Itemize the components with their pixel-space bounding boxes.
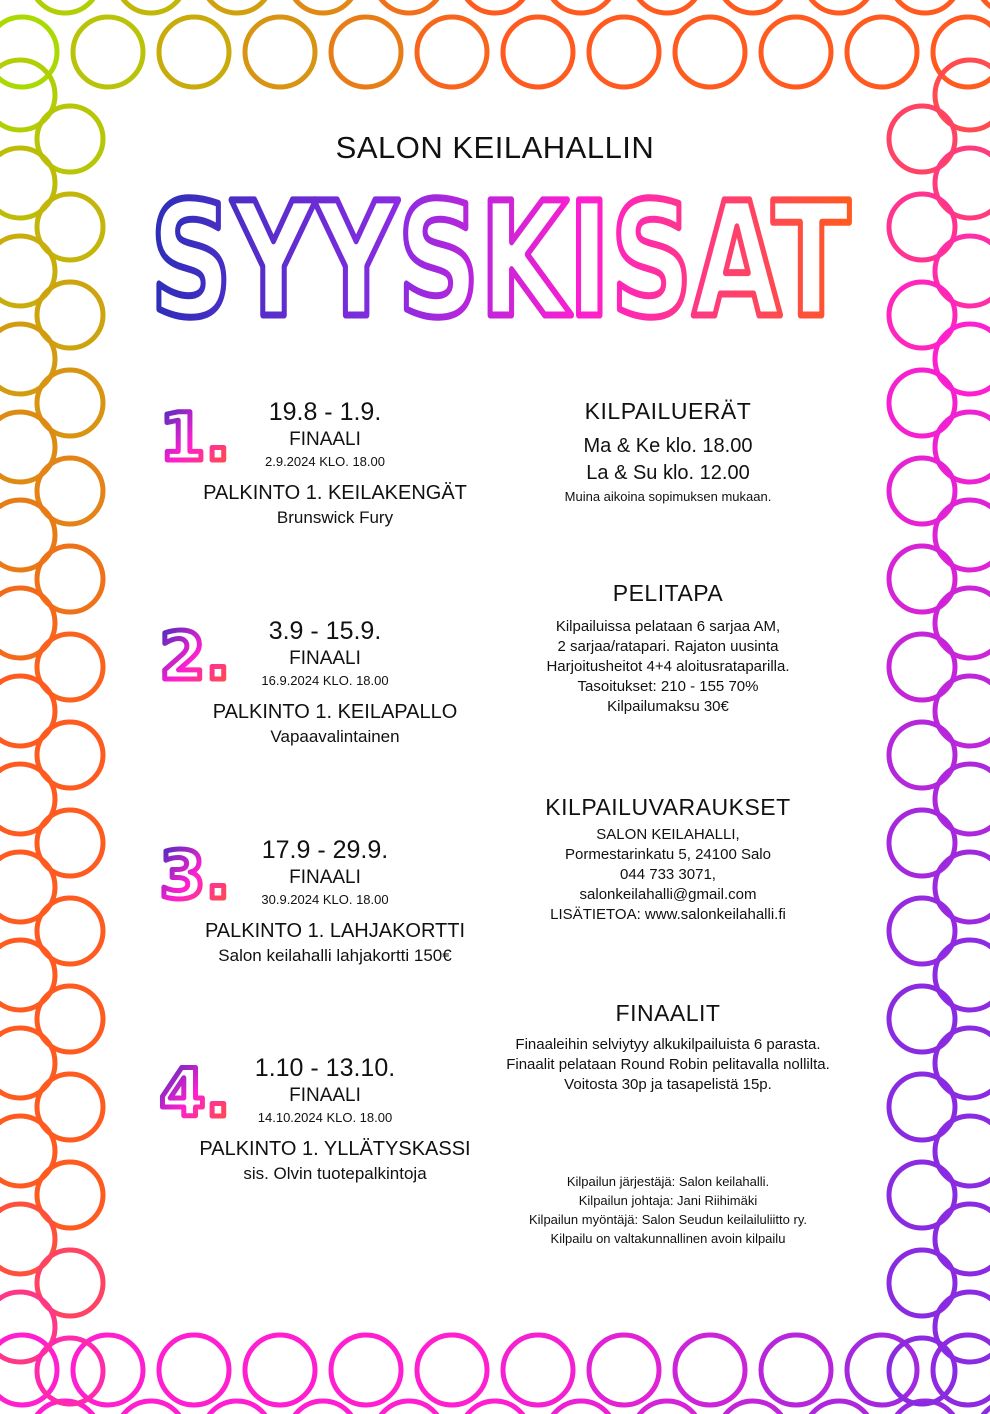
- ring-decoration: [718, 1401, 788, 1414]
- round-dates: 1.10 - 13.10.: [254, 1054, 396, 1082]
- ring-decoration: [288, 0, 358, 13]
- ring-decoration: [546, 0, 616, 13]
- ring-decoration: [761, 17, 831, 87]
- ring-decoration: [245, 17, 315, 87]
- ring-decoration: [935, 236, 990, 306]
- round-final-label: FINAALI: [289, 648, 361, 669]
- section-title: PELITAPA: [612, 580, 724, 606]
- svg-text:1.: 1.: [159, 399, 231, 476]
- round-final-date: 14.10.2024 KLO. 18.00: [257, 1110, 393, 1125]
- organizer-line: Kilpailun myöntäjä: Salon Seudun keilailuliitto ry.: [529, 1212, 807, 1227]
- round-2: [155, 617, 515, 757]
- headline-text: SYYSKISAT: [150, 170, 850, 345]
- ring-decoration: [331, 17, 401, 87]
- ring-decoration: [890, 0, 960, 13]
- ring-decoration: [159, 17, 229, 87]
- round-prize: PALKINTO 1. YLLÄTYSKASSI: [199, 1138, 471, 1160]
- ring-decoration: [935, 940, 990, 1010]
- ring-decoration: [0, 1292, 55, 1362]
- ring-decoration: [935, 500, 990, 570]
- round-4-info: [225, 1054, 425, 1125]
- ring-decoration: [935, 412, 990, 482]
- svg-text:3.: 3.: [159, 837, 231, 914]
- ring-decoration: [935, 1028, 990, 1098]
- ring-decoration: [503, 1335, 573, 1405]
- round-prize-detail: Brunswick Fury: [276, 508, 394, 527]
- ring-decoration: [847, 1335, 917, 1405]
- ring-decoration: [589, 1335, 659, 1405]
- ring-decoration: [374, 1401, 444, 1414]
- organizer-info: [468, 1172, 868, 1248]
- ring-decoration: [417, 17, 487, 87]
- ring-decoration: [675, 1335, 745, 1405]
- section-title: FINAALIT: [615, 1000, 721, 1026]
- ring-decoration: [460, 1401, 530, 1414]
- ring-decoration: [0, 1028, 55, 1098]
- ring-decoration: [37, 1338, 103, 1404]
- rule-line: 2 sarjaa/ratapari. Rajaton uusinta: [557, 638, 779, 655]
- ring-decoration: [0, 588, 55, 658]
- ring-decoration: [159, 1335, 229, 1405]
- ring-decoration: [0, 676, 55, 746]
- ring-decoration: [935, 852, 990, 922]
- ring-decoration: [935, 676, 990, 746]
- round-3-info: [225, 836, 425, 907]
- schedule-note: Muina aikoina sopimuksen mukaan.: [564, 489, 772, 504]
- contact-website: LISÄTIETOA: www.salonkeilahalli.fi: [550, 906, 786, 923]
- ring-decoration: [503, 17, 573, 87]
- ring-decoration: [804, 1401, 874, 1414]
- ring-decoration: [935, 324, 990, 394]
- round-final-label: FINAALI: [289, 429, 361, 450]
- round-prize-detail: Vapaavalintainen: [270, 727, 400, 746]
- ring-decoration: [73, 1335, 143, 1405]
- round-2-number: [155, 617, 235, 697]
- svg-text:4.: 4.: [159, 1055, 231, 1132]
- ring-decoration: [546, 1401, 616, 1414]
- ring-decoration: [0, 324, 55, 394]
- ring-decoration: [935, 60, 990, 130]
- ring-decoration: [0, 1116, 55, 1186]
- ring-decoration: [718, 0, 788, 13]
- section-title: KILPAILUVARAUKSET: [545, 794, 791, 820]
- ring-decoration: [374, 0, 444, 13]
- poster-subtitle: SALON KEILAHALLIN: [335, 130, 655, 165]
- rule-line: Kilpailuissa pelataan 6 sarjaa AM,: [555, 618, 781, 635]
- ring-decoration: [0, 1204, 55, 1274]
- ring-decoration: [116, 0, 186, 13]
- rule-line: Tasoitukset: 210 - 155 70%: [577, 678, 759, 695]
- round-final-label: FINAALI: [289, 1085, 361, 1106]
- ring-decoration: [804, 0, 874, 13]
- ring-decoration: [935, 588, 990, 658]
- round-1: [155, 398, 515, 538]
- poster-headline: [140, 170, 860, 345]
- round-final-date: 2.9.2024 KLO. 18.00: [265, 454, 385, 469]
- ring-decoration: [0, 764, 55, 834]
- ring-decoration: [0, 236, 55, 306]
- contact-address: Pormestarinkatu 5, 24100 Salo: [565, 846, 771, 863]
- ring-decoration: [589, 17, 659, 87]
- ring-decoration: [417, 1335, 487, 1405]
- ring-decoration: [0, 940, 55, 1010]
- contact-phone: 044 733 3071,: [620, 866, 716, 883]
- final-rule-line: Voitosta 30p ja tasapelistä 15p.: [564, 1076, 772, 1093]
- section-kilpailuerat: [468, 398, 868, 507]
- ring-decoration: [0, 852, 55, 922]
- ring-decoration: [632, 0, 702, 13]
- round-3: [155, 836, 515, 976]
- round-prize: PALKINTO 1. KEILAKENGÄT: [203, 482, 467, 504]
- ring-decoration: [30, 0, 100, 13]
- section-kilpailuvaraukset: [468, 794, 868, 925]
- round-4-number: [155, 1054, 235, 1134]
- contact-name: SALON KEILAHALLI,: [596, 826, 740, 843]
- section-title: KILPAILUERÄT: [584, 398, 752, 424]
- ring-decoration: [288, 1401, 358, 1414]
- round-prize: PALKINTO 1. KEILAPALLO: [212, 701, 458, 723]
- ring-decoration: [245, 1335, 315, 1405]
- ring-decoration: [761, 1335, 831, 1405]
- ring-decoration: [976, 0, 990, 13]
- contact-email: salonkeilahalli@gmail.com: [579, 886, 757, 903]
- ring-decoration: [73, 17, 143, 87]
- round-2-info: [225, 617, 425, 688]
- round-4: [155, 1054, 515, 1194]
- ring-decoration: [0, 500, 55, 570]
- round-1-info: [225, 398, 425, 469]
- ring-decoration: [202, 1401, 272, 1414]
- ring-decoration: [935, 1292, 990, 1362]
- schedule-weekend: La & Su klo. 12.00: [586, 462, 750, 484]
- ring-decoration: [847, 17, 917, 87]
- ring-decoration: [935, 764, 990, 834]
- round-dates: 19.8 - 1.9.: [268, 398, 382, 426]
- schedule-weekday: Ma & Ke klo. 18.00: [583, 435, 753, 457]
- round-3-number: [155, 836, 235, 916]
- ring-decoration: [116, 1401, 186, 1414]
- ring-decoration: [331, 1335, 401, 1405]
- ring-decoration: [935, 1116, 990, 1186]
- svg-text:2.: 2.: [159, 618, 231, 695]
- ring-decoration: [0, 412, 55, 482]
- ring-decoration: [889, 1338, 955, 1404]
- round-prize-detail: Salon keilahalli lahjakortti 150€: [218, 946, 452, 965]
- round-dates: 3.9 - 15.9.: [268, 617, 382, 645]
- ring-decoration: [0, 60, 55, 130]
- ring-decoration: [675, 17, 745, 87]
- organizer-line: Kilpailun järjestäjä: Salon keilahalli.: [566, 1174, 770, 1189]
- section-finaalit: [468, 1000, 868, 1095]
- round-1-number: [155, 398, 235, 478]
- rule-line: Harjoitusheitot 4+4 aloitusrataparilla.: [546, 658, 790, 675]
- round-prize-detail: sis. Olvin tuotepalkintoja: [243, 1164, 427, 1183]
- round-dates: 17.9 - 29.9.: [261, 836, 389, 864]
- ring-decoration: [202, 0, 272, 13]
- organizer-line: Kilpailun johtaja: Jani Riihimäki: [578, 1193, 758, 1208]
- round-final-label: FINAALI: [289, 867, 361, 888]
- organizer-line: Kilpailu on valtakunnallinen avoin kilpailu: [550, 1231, 786, 1246]
- final-rule-line: Finaaleihin selviytyy alkukilpailuista 6 parasta.: [515, 1036, 821, 1053]
- final-rule-line: Finaalit pelataan Round Robin pelitavalla nollilta.: [506, 1056, 830, 1073]
- round-final-date: 30.9.2024 KLO. 18.00: [261, 892, 389, 907]
- rule-line: Kilpailumaksu 30€: [607, 698, 729, 715]
- ring-decoration: [632, 1401, 702, 1414]
- ring-decoration: [935, 1204, 990, 1274]
- ring-decoration: [460, 0, 530, 13]
- round-final-date: 16.9.2024 KLO. 18.00: [261, 673, 389, 688]
- round-prize: PALKINTO 1. LAHJAKORTTI: [204, 920, 466, 942]
- section-pelitapa: [468, 580, 868, 717]
